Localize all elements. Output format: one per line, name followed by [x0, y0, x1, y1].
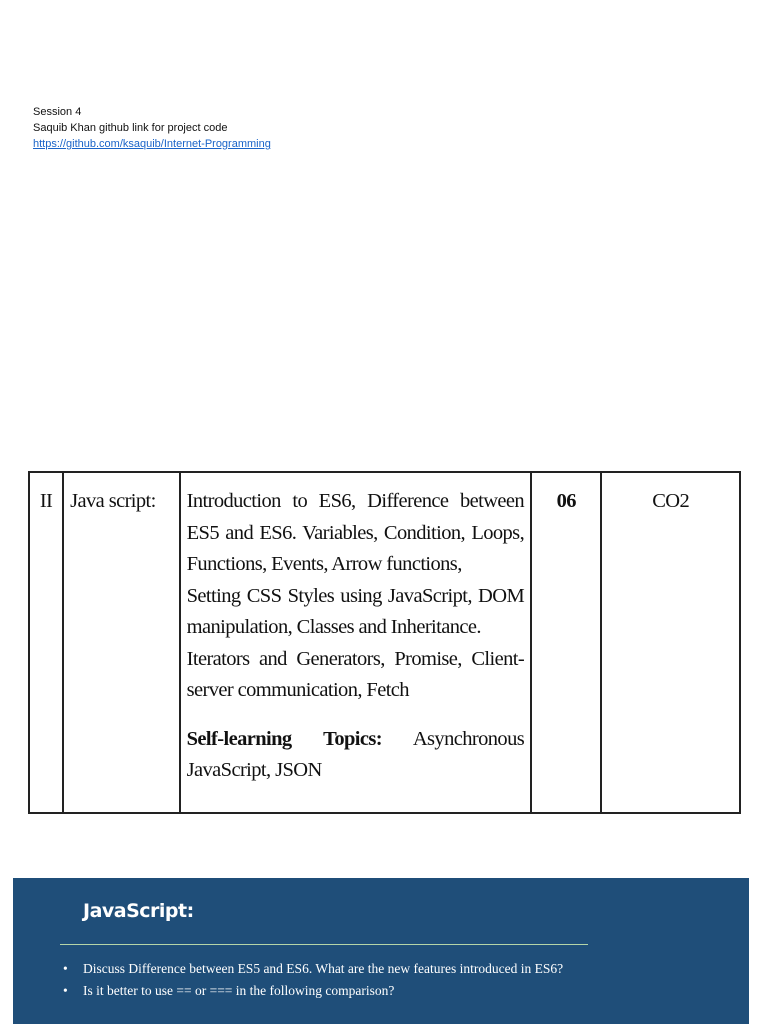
list-item: [63, 980, 603, 1002]
github-note: Saquib Khan github link for project code: [33, 122, 228, 134]
content-line: Introduction to ES6, Difference between ES5 and ES6. Variables, Condition, Loops, Functions, Events, Arrow functions,: [186, 490, 525, 575]
bullet-icon: •: [63, 961, 68, 976]
course-outcome-cell: CO2: [601, 472, 740, 813]
syllabus-table: [28, 471, 741, 814]
slide-title: JavaScript:: [83, 900, 194, 922]
javascript-slide: [13, 878, 749, 1024]
github-link[interactable]: https://github.com/ksaquib/Internet-Programming: [33, 138, 271, 150]
self-learning-text: Asynchronous JavaScript, JSON: [186, 727, 525, 781]
list-item: [63, 958, 603, 980]
table-row: [29, 472, 740, 813]
list-item-text: Is it better to use == or === in the following comparison?: [83, 983, 395, 998]
slide-divider: [60, 944, 588, 945]
content-line: Iterators and Generators, Promise, Client-server communication, Fetch: [186, 647, 525, 701]
self-learning-topics: [187, 724, 524, 787]
content-line: Setting CSS Styles using JavaScript, DOM manipulation, Classes and Inheritance.: [186, 584, 525, 638]
session-label: Session 4: [33, 106, 82, 118]
bullet-icon: •: [63, 983, 68, 998]
hours-cell: 06: [531, 472, 601, 813]
content-cell: [180, 472, 531, 813]
unit-cell: II: [29, 472, 63, 813]
list-item-text: Discuss Difference between ES5 and ES6. What are the new features introduced in ES6?: [83, 961, 564, 976]
slide-bullet-list: [63, 958, 603, 1002]
self-learning-label: Self-learning Topics:: [186, 727, 383, 750]
session-header: [33, 104, 271, 152]
module-cell: Java script:: [63, 472, 179, 813]
